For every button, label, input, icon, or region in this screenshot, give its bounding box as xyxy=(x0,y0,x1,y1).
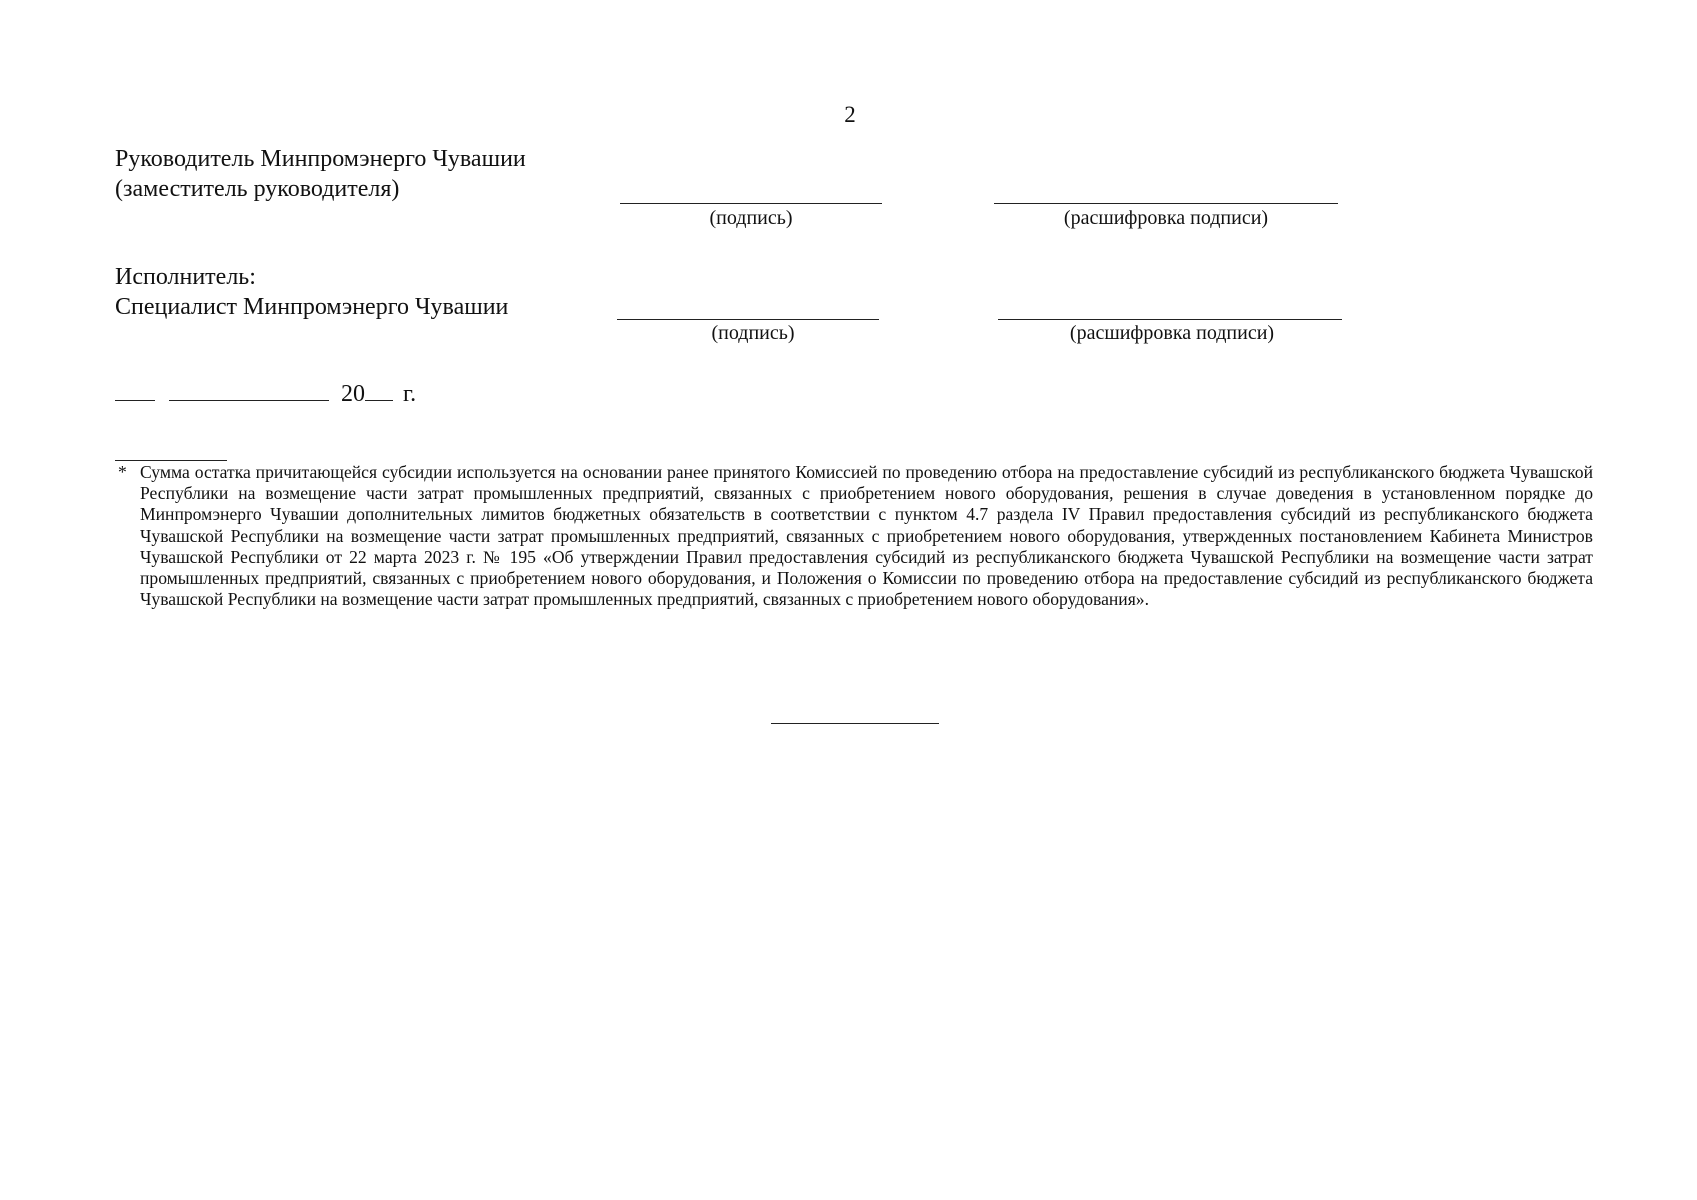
footnote xyxy=(118,462,1593,610)
executor-signature-blank xyxy=(617,319,879,320)
executor-decode-caption: (расшифровка подписи) xyxy=(1069,322,1275,344)
executor-signature-caption: (подпись) xyxy=(711,322,795,344)
date-month-blank xyxy=(169,378,329,401)
executor-decode-blank xyxy=(998,319,1342,320)
head-title-line-1: Руководитель Минпромэнерго Чувашии xyxy=(115,146,526,172)
head-signature-caption: (подпись) xyxy=(709,207,793,229)
executor-title-line-2: Специалист Минпромэнерго Чувашии xyxy=(115,294,509,320)
head-signature-blank xyxy=(620,203,882,204)
date-year-prefix: 20 xyxy=(341,381,365,407)
date-year-blank xyxy=(365,378,393,401)
footnote-separator xyxy=(115,460,227,461)
head-decode-blank xyxy=(994,203,1338,204)
executor-signatory-title xyxy=(115,262,508,322)
executor-title-line-1: Исполнитель: xyxy=(115,264,256,290)
footnote-text: Сумма остатка причитающейся субсидии используется на основании ранее принятого Комиссией по проведению отбора на предоставление субсидий из республиканского бюджета Чувашской Республики на возмещение части затрат промышленных предприятий, связанных с приобретением нового оборудования, решения в случае доведения в установленном порядке до Минпромэнерго Чувашии дополнительных лимитов бюджетных обязательств в соответствии с пунктом 4.7 раздела IV Правил предоставления субсидий из республиканского бюджета Чувашской Республики на возмещение части затрат промышленных предприятий, связанных с приобретением нового оборудования, утвержденных постановлением Кабинета Министров Чувашской Республики от 22 марта 2023 г. № 195 «Об утверждении Правил предоставления субсидий из республиканского бюджета Чувашской Республики на возмещение части затрат промышленных предприятий, связанных с приобретением нового оборудования, и Положения о Комиссии по проведению отбора на предоставление субсидий из республиканского бюджета Чувашской Республики на возмещение части затрат промышленных предприятий, связанных с приобретением нового оборудования». xyxy=(140,462,1593,610)
date-year-suffix: г. xyxy=(403,381,417,407)
head-signatory-title xyxy=(115,144,526,204)
head-title-line-2: (заместитель руководителя) xyxy=(115,176,400,202)
date-day-blank xyxy=(115,378,155,401)
date-line xyxy=(115,378,416,408)
page-number: 2 xyxy=(844,102,856,127)
footnote-mark: * xyxy=(118,462,127,482)
end-of-document-rule xyxy=(771,723,939,724)
head-decode-caption: (расшифровка подписи) xyxy=(1063,207,1269,229)
